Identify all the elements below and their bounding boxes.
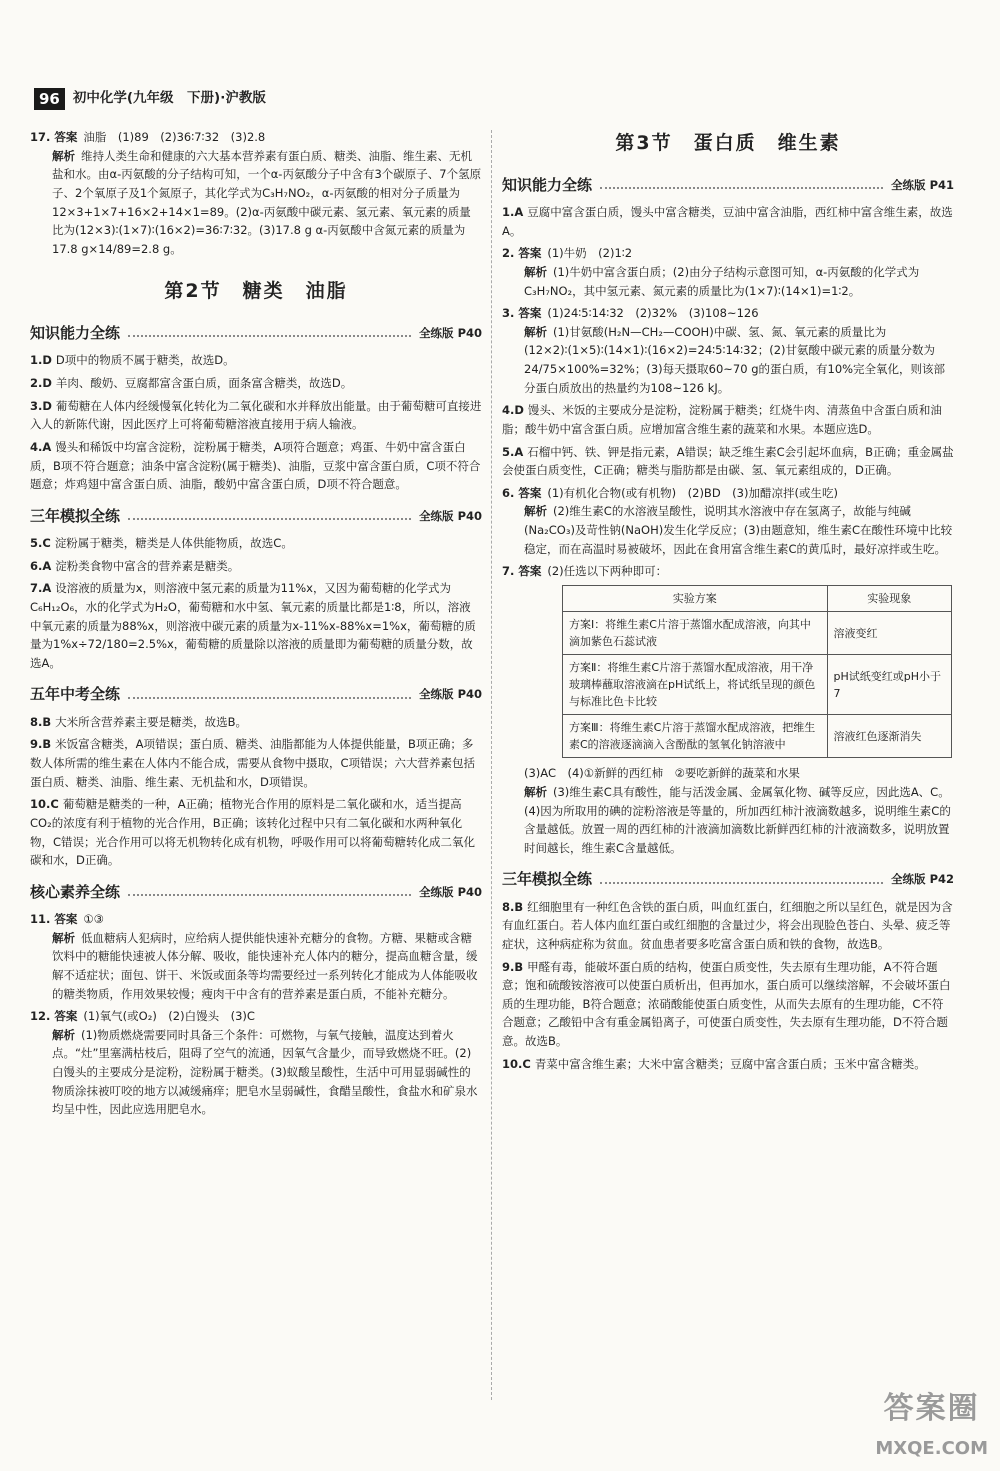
book-title: 初中化学(九年级 下册)·沪教版 <box>72 90 266 107</box>
answer-text: (1)有机化合物(或有机物) (2)BD (3)加醋凉拌(或生吃) <box>547 485 838 500</box>
question-7 <box>502 562 954 857</box>
answer-text: (1)氧气(或O₂) (2)白馒头 (3)C <box>83 1009 255 1024</box>
analysis-label: 解析 <box>52 148 75 163</box>
question-number: 7. <box>502 564 515 579</box>
question-text: 豆腐中富含蛋白质，馒头中富含糖类，豆油中富含油脂，西红柿中富含维生素，故选A。 <box>502 205 953 238</box>
table-header: 实验现象 <box>827 585 951 611</box>
question-7 <box>30 579 482 672</box>
question-6 <box>30 557 482 576</box>
question-text: 馒头、米饭的主要成分是淀粉，淀粉属于糖类；红烧牛肉、清蒸鱼中含蛋白质和油脂；酸牛奶中富含蛋白质。应增加富含维生素的蔬菜和水果。本题应选D。 <box>502 403 942 436</box>
section-title: 第2节 糖类 油脂 <box>164 280 348 303</box>
question-text: 青菜中富含维生素；大米中富含糖类；豆腐中富含蛋白质；玉米中富含糖类。 <box>534 1056 926 1071</box>
question-number: 9.B <box>30 737 52 752</box>
table-cell: 溶液红色逐渐消失 <box>827 715 951 758</box>
question-text: 红细胞里有一种红色含铁的蛋白质，叫血红蛋白，红细胞之所以呈红色，就是因为含有血红蛋白。若人体内血红蛋白或红细胞的含量过少，将会出现脸色苍白、头晕、疲乏等症状，这种病症称为贫血。贫血患者要多吃富含蛋白质和铁的食物，故选B。 <box>502 899 953 951</box>
answer-label: 答案 <box>54 912 78 927</box>
page-header <box>34 88 266 110</box>
question-number: 17. <box>30 130 51 144</box>
section-title: 第3节 蛋白质 维生素 <box>615 132 841 154</box>
table-cell: 溶液变红 <box>827 611 951 654</box>
answer-text: (1)24∶5∶14∶32 (2)32% (3)108~126 <box>547 306 759 321</box>
answer-text: (1)牛奶 (2)1∶2 <box>547 246 633 261</box>
answer-text: (2)任选以下两种即可： <box>547 564 668 579</box>
subsection-ref: 全练版 P40 <box>419 687 482 702</box>
subsection-title: 知识能力全练 <box>30 324 121 343</box>
question-number: 3. <box>502 306 515 321</box>
table-header: 实验方案 <box>563 585 828 611</box>
dotted-rule <box>128 894 411 896</box>
question-number: 6. <box>502 485 515 500</box>
question-text: 馒头和稀饭中均富含淀粉，淀粉属于糖类，A项符合题意；鸡蛋、牛奶中富含蛋白质，B项不符合题意；油条中富含淀粉(属于糖类)、油脂，豆浆中富含蛋白质，C项不符合题意；炸鸡翅中富含蛋白质、油脂，酸奶中富含蛋白质，D项不符合题意。 <box>30 439 481 492</box>
question-number: 1.D <box>30 353 52 368</box>
answer-text: (3)AC (4)①新鲜的西红柿 ②要吃新鲜的蔬菜和水果 <box>524 766 800 781</box>
answer-label: 答案 <box>518 564 542 579</box>
question-number: 11. <box>30 912 51 927</box>
subsection-header <box>502 867 954 891</box>
table-cell: 方案Ⅲ：将维生素C片溶于蒸馏水配成溶液，把维生素C的溶液逐滴滴入含酚酞的氢氧化钠溶液中 <box>563 715 828 758</box>
subsection-title: 核心素养全练 <box>30 882 121 901</box>
right-column <box>502 128 954 1077</box>
dotted-rule <box>128 335 411 337</box>
analysis-label: 解析 <box>524 504 547 519</box>
question-text: 大米所含营养素主要是糖类，故选B。 <box>55 714 248 729</box>
question-4 <box>502 401 954 438</box>
analysis-text: (1)甘氨酸(H₂N—CH₂—COOH)中碳、氢、氮、氧元素的质量比为(12×2)∶(1×5)∶(14×1)∶(16×2)=24∶5∶14∶32；(2)甘氨酸中碳元素的质量分数为24/75×100%=32%；(3)每天摄取60~70 g的蛋白质，有10%完全氧化，则该部分蛋白质放出的热量约为108~126 kJ。 <box>524 324 946 395</box>
watermark <box>875 1385 988 1463</box>
question-number: 10.C <box>30 797 59 812</box>
question-number: 2.D <box>30 376 52 391</box>
question-text: 羊肉、酸奶、豆腐都富含蛋白质，面条富含糖类，故选D。 <box>55 376 353 391</box>
answer-label: 答案 <box>54 1009 78 1024</box>
question-17 <box>30 128 482 258</box>
question-number: 4.A <box>30 439 52 454</box>
table-header-row <box>563 585 952 611</box>
question-text: D项中的物质不属于糖类，故选D。 <box>55 353 235 368</box>
question-number: 8.B <box>30 714 52 729</box>
analysis-text: (1)牛奶中富含蛋白质；(2)由分子结构示意图可知，α-丙氨酸的化学式为C₃H₇NO₂，其中氢元素、氮元素的质量比为(1×7)∶(14×1)=1∶2。 <box>524 264 920 298</box>
analysis-label: 解析 <box>524 264 547 279</box>
subsection-header <box>30 321 482 345</box>
table-row <box>563 655 952 715</box>
question-text: 设溶液的质量为x，则溶液中氢元素的质量为11%x，又因为葡萄糖的化学式为C₆H₁₂O₆，水的化学式为H₂O，葡萄糖和水中氢、氧元素的质量比都是1∶8，所以，溶液中氧元素的质量为88%x，则溶液中碳元素的质量为x-11%x-88%x=1%x，葡萄糖的质量为1%x÷72/180=2.5%x，葡萄糖的质量除以溶液的质量即为葡萄糖的质量分数，故选A。 <box>30 581 476 670</box>
question-number: 10.C <box>502 1056 531 1071</box>
answer-text: ①③ <box>83 912 104 927</box>
analysis-text: (2)维生素C的水溶液呈酸性，说明其水溶液中存在氢离子，故能与纯碱(Na₂CO₃)及苛性钠(NaOH)发生化学反应；(3)由题意知，维生素C在酸性环境中比较稳定，而在高温时易被破坏，因此在食用富含维生素C的黄瓜时，最好凉拌或生吃。 <box>524 504 953 556</box>
subsection-title: 五年中考全练 <box>30 685 121 704</box>
analysis-label: 解析 <box>52 930 75 945</box>
question-9 <box>30 735 482 791</box>
question-number: 2. <box>502 246 515 261</box>
dotted-rule <box>600 187 883 189</box>
question-number: 1.A <box>502 205 524 220</box>
question-5 <box>502 443 954 480</box>
question-text: 米饭富含糖类，A项错误；蛋白质、糖类、油脂都能为人体提供能量，B项正确；多数人体所需的维生素在人体内不能合成，需要从食物中摄取，C项错误；六大营养素包括蛋白质、糖类、油脂、维生素、无机盐和水，D项错误。 <box>30 737 476 789</box>
question-text: 葡萄糖在人体内经缓慢氧化转化为二氧化碳和水并释放出能量。由于葡萄糖可直接进入人的新陈代谢，因此医疗上可将葡萄糖溶液直接用于病人输液。 <box>30 398 482 432</box>
page-number: 96 <box>34 88 65 110</box>
subsection-ref: 全练版 P40 <box>419 884 482 899</box>
question-1 <box>502 203 954 240</box>
analysis-label: 解析 <box>524 324 547 339</box>
subsection-ref: 全练版 P42 <box>891 872 954 887</box>
answer-label: 答案 <box>518 306 542 321</box>
question-text: 淀粉属于糖类，糖类是人体供能物质，故选C。 <box>54 536 293 551</box>
question-number: 7.A <box>30 581 52 596</box>
analysis-text: (3)维生素C具有酸性，能与活泼金属、金属氧化物、碱等反应，因此选A、C。(4)因为所取用的碘的淀粉溶液是等量的，所加西红柿汁液滴数越多，说明维生素C的含量越低。放置一周的西红柿的汁液滴加滴数比新鲜西红柿的汁液滴数多，说明放置时间越长，维生素C含量越低。 <box>524 784 951 855</box>
question-5 <box>30 534 482 553</box>
table-row <box>563 611 952 654</box>
question-number: 4.D <box>502 403 524 418</box>
question-text: 甲醛有毒，能破坏蛋白质的结构，使蛋白质变性，失去原有生理功能，A不符合题意；饱和硫酸铵溶液可以使蛋白质析出，但再加水，蛋白质可以继续溶解，不会破坏蛋白质的生理功能，B符合题意；浓硝酸能使蛋白质变性，从而失去原有的生理功能，C不符合题意；乙酸铅中含有重金属铅离子，可使蛋白质变性，失去原有生理功能，D不符合题意。故选B。 <box>502 959 951 1049</box>
question-12 <box>30 1007 482 1119</box>
subsection-header <box>30 880 482 904</box>
subsection-ref: 全练版 P41 <box>891 177 954 192</box>
table-cell: 方案Ⅰ：将维生素C片溶于蒸馏水配成溶液，向其中滴加紫色石蕊试液 <box>563 611 828 654</box>
question-number: 8.B <box>502 899 524 914</box>
subsection-header <box>30 504 482 528</box>
question-text: 淀粉类食物中富含的营养素是糖类。 <box>55 558 240 573</box>
question-6 <box>502 484 954 559</box>
dotted-rule <box>128 518 411 520</box>
answer-label: 答案 <box>518 485 542 500</box>
question-8 <box>30 713 482 732</box>
question-number: 5.A <box>502 444 524 459</box>
analysis-text: 维持人类生命和健康的六大基本营养素有蛋白质、糖类、油脂、维生素、无机盐和水。由α-丙氨酸的分子结构可知，一个α-丙氨酸分子中含有3个碳原子、7个氢原子、2个氧原子及1个氮原子，其化学式为C₃H₇NO₂，α-丙氨酸的相对分子质量为12×3+1×7+16×2+14×1=89。(2)α-丙氨酸中碳元素、氢元素、氧元素的质量比为(12×3)∶(1×7)∶(16×2)=36∶7∶32。(3)17.8 g α-丙氨酸中含氮元素的质量为17.8 g×14/89=2.8 g。 <box>52 148 482 256</box>
watermark-url: MXQE.COM <box>875 1437 988 1459</box>
question-number: 9.B <box>502 959 524 974</box>
watermark-logo: 答案圈 <box>883 1391 980 1427</box>
analysis-label: 解析 <box>52 1027 75 1042</box>
subsection-title: 三年模拟全练 <box>502 870 593 889</box>
question-3 <box>30 397 482 434</box>
question-9 <box>502 958 954 1051</box>
subsection-ref: 全练版 P40 <box>419 508 482 523</box>
answer-text: 油脂 (1)89 (2)36∶7∶32 (3)2.8 <box>83 130 266 144</box>
question-3 <box>502 304 954 397</box>
column-divider <box>491 130 492 1400</box>
question-11 <box>30 910 482 1003</box>
table-cell: pH试纸变红或pH小于7 <box>827 655 951 715</box>
question-8 <box>502 898 954 954</box>
analysis-text: 低血糖病人犯病时，应给病人提供能快速补充糖分的食物。方糖、果糖或含糖饮料中的糖能快速被人体分解、吸收，能快速补充人体内的糖分，提高血糖含量，缓解不适症状；面包、饼干、米饭或面条等均需要经过一系列转化才能成为人体能吸收的糖类物质，作用效果较慢；瘦肉干中含有的营养素是蛋白质，不能补充糖分。 <box>52 930 478 1001</box>
dotted-rule <box>128 697 411 699</box>
table-cell: 方案Ⅱ：将维生素C片溶于蒸馏水配成溶液，用干净玻璃棒蘸取溶液滴在pH试纸上，将试纸呈现的颜色与标准比色卡比较 <box>563 655 828 715</box>
question-2 <box>502 244 954 300</box>
question-text: 石榴中钙、铁、钾是指元素，A错误；缺乏维生素C会引起坏血病，B正确；重金属盐会使蛋白质变性，C正确；糖类与脂肪都是由碳、氢、氧元素组成的，D正确。 <box>502 444 954 478</box>
subsection-ref: 全练版 P40 <box>419 325 482 340</box>
question-4 <box>30 438 482 494</box>
question-number: 3.D <box>30 398 52 413</box>
subsection-header <box>502 173 954 197</box>
answer-label: 答案 <box>518 246 542 261</box>
analysis-label: 解析 <box>524 784 547 799</box>
subsection-title: 知识能力全练 <box>502 175 593 194</box>
question-1 <box>30 351 482 370</box>
question-10 <box>30 795 482 870</box>
question-text: 葡萄糖是糖类的一种，A正确；植物光合作用的原料是二氧化碳和水，适当提高CO₂的浓度有利于植物的光合作用，B正确；该转化过程中只有二氧化碳和水两种氧化物，C错误；光合作用可以将无机物转化成有机物，呼吸作用可以将葡萄糖转化成二氧化碳和水，D正确。 <box>30 797 476 868</box>
question-number: 6.A <box>30 558 52 573</box>
experiment-table <box>562 585 952 758</box>
table-row <box>563 715 952 758</box>
analysis-text: (1)物质燃烧需要同时具备三个条件：可燃物，与氧气接触，温度达到着火点。“灶”里塞满枯枝后，阻碍了空气的流通，因氧气含量少，而导致燃烧不旺。(2)白馒头的主要成分是淀粉，淀粉属于糖类。(3)蚁酸呈酸性，生活中可用显弱碱性的物质涂抹被叮咬的地方以减缓痛痒；肥皂水呈弱碱性，食醋呈酸性，食盐水和矿泉水均呈中性，因此应选用肥皂水。 <box>52 1027 478 1117</box>
subsection-title: 三年模拟全练 <box>30 506 121 525</box>
question-10 <box>502 1055 954 1074</box>
left-column <box>30 128 482 1123</box>
question-number: 12. <box>30 1009 51 1024</box>
dotted-rule <box>600 882 883 884</box>
question-number: 5.C <box>30 536 51 551</box>
question-2 <box>30 374 482 393</box>
subsection-header <box>30 682 482 706</box>
answer-label: 答案 <box>54 130 78 144</box>
